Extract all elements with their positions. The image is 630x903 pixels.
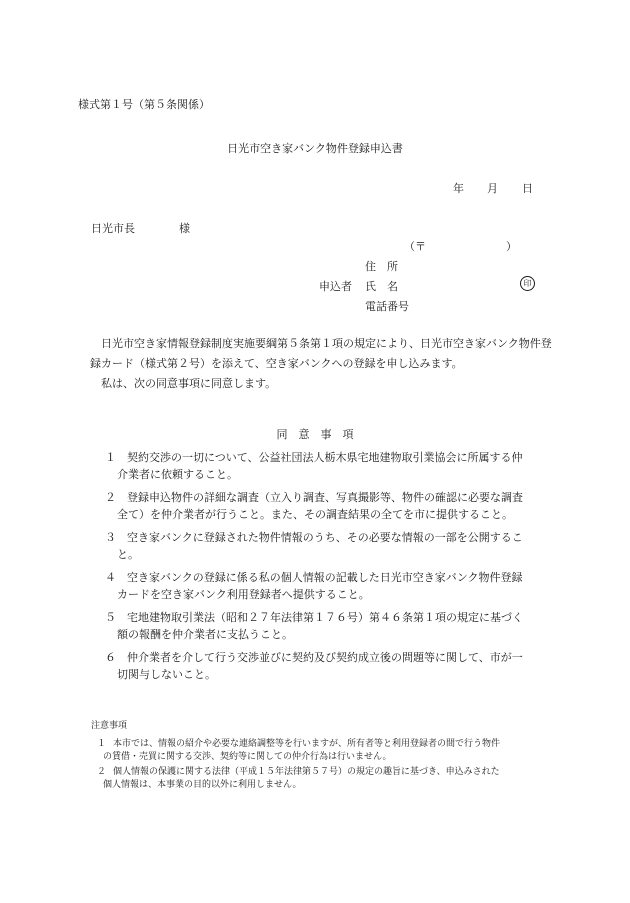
agreement-item-continuation: と。 xyxy=(117,548,139,561)
phone-label: 電話番号 xyxy=(365,300,409,313)
agreement-item-number: １ xyxy=(105,451,116,464)
agreement-item-continuation: 全て）を仲介業者が行うこと。また、その調査結果の全てを市に提供すること。 xyxy=(117,508,513,521)
body-paragraph-1: 日光市空き家情報登録制度実施要綱第５条第１項の規定により、日光市空き家バンク物件登録カード（様式第２号）を添えて、空き家バンクへの登録を申し込みます。 xyxy=(90,337,552,370)
addressee-honorific: 様 xyxy=(179,222,190,235)
page-title: 日光市空き家バンク物件登録申込書 xyxy=(227,142,403,155)
agreement-item-number: ６ xyxy=(105,651,116,664)
addressee xyxy=(91,220,190,236)
agreement-item-text: 登録申込物件の詳細な調査（立入り調査、写真撮影等、物件の確認に必要な調査 xyxy=(127,491,523,504)
agreement-item-text: 空き家バンクの登録に係る私の個人情報の記載した日光市空き家バンク物件登録 xyxy=(127,571,523,584)
agreement-heading: 同 意 事 項 xyxy=(276,428,354,441)
date-year-label: 年 xyxy=(453,182,464,195)
body-paragraph-2: 私は、次の同意事項に同意します。 xyxy=(101,377,277,390)
agreement-item xyxy=(105,489,557,523)
addressee-name: 日光市長 xyxy=(91,222,135,235)
note-item-text: 個人情報の保護に関する法律（平成１５年法律第５７号）の規定の趣旨に基づき、申込みされた xyxy=(113,767,500,777)
agreement-item-continuation: カードを空き家バンク利用登録者へ提供すること。 xyxy=(117,588,370,601)
note-item-continuation: の賃借・売買に関する交渉、契約等に関しての仲介行為は行いません。 xyxy=(103,752,392,762)
agreement-item-text: 宅地建物取引業法（昭和２７年法律第１７６号）第４６条第１項の規定に基づく xyxy=(127,611,523,624)
agreement-item xyxy=(105,609,557,643)
agreement-item-text: 空き家バンクに登録された物件情報のうち、その必要な情報の一部を公開するこ xyxy=(127,531,523,544)
form-number: 様式第１号（第５条関係） xyxy=(78,98,210,111)
agreement-item-continuation: 介業者に依頼すること。 xyxy=(117,468,238,481)
address-label: 住 所 xyxy=(365,260,398,273)
agreement-item-number: ２ xyxy=(105,491,116,504)
agreement-item-number: ４ xyxy=(105,571,116,584)
agreement-item-number: ５ xyxy=(105,611,116,624)
agreement-item xyxy=(105,449,557,483)
agreement-item-text: 契約交渉の一切について、公益社団法人栃木県宅地建物取引業協会に所属する仲 xyxy=(127,451,523,464)
name-label: 氏 名 xyxy=(365,280,398,293)
postal-code-close: ） xyxy=(506,240,517,253)
notes-heading: 注意事項 xyxy=(91,721,128,731)
agreement-item-continuation: 切関与しないこと。 xyxy=(117,668,216,681)
agreement-item-number: ３ xyxy=(105,531,116,544)
date-day-label: 日 xyxy=(522,182,533,195)
agreement-item-text: 仲介業者を介して行う交渉並びに契約及び契約成立後の問題等に関して、市が一 xyxy=(127,651,523,664)
note-item-text: 本市では、情報の紹介や必要な連絡調整等を行いますが、所有者等と利用登録者の間で行う物件 xyxy=(113,739,501,749)
seal-icon: 印 xyxy=(520,276,535,291)
applicant-heading: 申込者 xyxy=(319,280,352,293)
agreement-item xyxy=(105,649,557,683)
postal-code-open: （〒 xyxy=(404,240,426,253)
agreement-item-continuation: 額の報酬を仲介業者に支払うこと。 xyxy=(117,628,293,641)
note-item-number: ２ xyxy=(97,767,107,777)
date-month-label: 月 xyxy=(487,182,498,195)
note-item xyxy=(97,766,567,792)
note-item-number: １ xyxy=(97,739,107,749)
agreement-item xyxy=(105,569,557,603)
note-item-continuation: 個人情報は、本事業の目的以外に利用しません。 xyxy=(103,780,302,790)
note-item xyxy=(97,738,567,764)
agreement-item xyxy=(105,529,557,563)
